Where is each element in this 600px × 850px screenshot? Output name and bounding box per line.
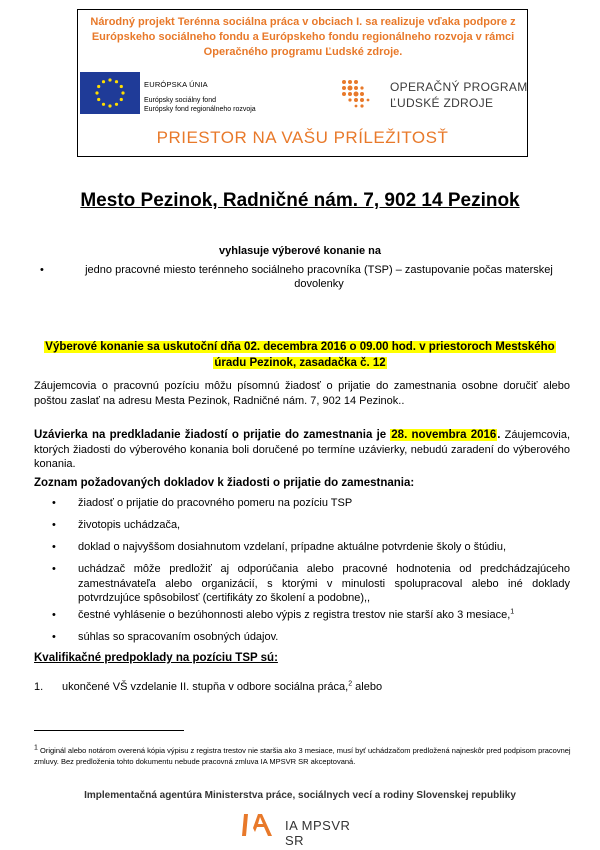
- ia-logo: [238, 810, 368, 848]
- list-item: • čestné vyhlásenie o bezúhonnosti alebo výpis z registra trestov nie starší ako 3 mesiace,$^1$: [52, 608, 515, 621]
- deadline-date: 28. novembra 2016: [391, 429, 497, 441]
- highlight-block: [0, 339, 600, 371]
- op-line-2: ĽUDSKÉ ZDROJE: [390, 96, 494, 110]
- bullet-icon: •: [40, 264, 44, 276]
- bullet-icon: •: [52, 541, 56, 553]
- footnote-text: Originál alebo notárom overená kópia výpisu z registra trestov nie staršia ako 3 mesiace, musí byť uchádzačom predložená najneskôr pred podpisom pracovnej zmluvy. Bez predloženia tohto dokumentu nebude pracovná zmluva IA MPSVR SR akceptovaná.: [34, 746, 571, 766]
- project-text: Národný projekt Terénna sociálna práca v obciach I. sa realizuje vďaka podpore z Európskeho sociálneho fondu a Európskeho fondu regionálneho rozvoja v rámci Operačného programu Ľudské zdroje.: [90, 16, 516, 58]
- list-item: • životopis uchádzača,: [52, 519, 181, 531]
- qual-text: ukončené VŠ vzdelanie II. stupňa v odbore sociálna práca,: [62, 681, 349, 693]
- op-line-1: OPERAČNÝ PROGRAM: [390, 80, 528, 94]
- eu-flag-icon: [80, 72, 140, 114]
- footnote-ref: 2: [348, 680, 353, 688]
- announce-text: vyhlasuje výberové konanie na: [218, 245, 382, 257]
- qual-number: 1.: [34, 681, 44, 693]
- footnote-ref: 1: [510, 608, 515, 616]
- list-item: • doklad o najvyššom dosiahnutom vzdelaní, prípadne aktuálne potvrdenie školy o štúdiu,: [52, 541, 507, 553]
- footnote-number: 1: [34, 744, 38, 752]
- deadline-paragraph: Uzávierka na predkladanie žiadostí o prijatie do zamestnania je 28. novembra 2016. Záujemcovia, ktorých žiadosti do výberového konania boli doručené po termíne uzávierky, nebudú zaradení do výberového konania.: [34, 429, 571, 470]
- bullet-icon: •: [52, 497, 56, 509]
- eu-fund-regional: Európsky fond regionálneho rozvoja: [144, 106, 256, 113]
- bullet-icon: •: [52, 563, 56, 575]
- footnote: [34, 745, 574, 767]
- bullet-icon: •: [52, 609, 56, 621]
- ia-mpsvr-logo-icon: [238, 810, 280, 840]
- op-ludske-zdroje-icon: [340, 78, 370, 108]
- deadline-rest: Záujemcovia, ktorých žiadosti do výberového konania boli doručené po termíne uzávierky, nebudú zaradení do výberového konania.: [34, 429, 571, 470]
- application-paragraph: Záujemcovia o pracovnú pozíciu môžu písomnú žiadosť o prijatie do zamestnania osobne doručiť alebo poštou zaslať na adresu Mesta Pezinok, Radničné nám. 7, 902 14 Pezinok..: [34, 380, 570, 407]
- list-item: • žiadosť o prijatie do pracovného pomeru na pozíciu TSP: [52, 497, 353, 509]
- bullet-icon: •: [52, 631, 56, 643]
- page-title: Mesto Pezinok, Radničné nám. 7, 902 14 Pezinok: [80, 190, 520, 211]
- footnote-divider: [34, 730, 184, 731]
- highlight-line-2: úradu Pezinok, zasadačka č. 12: [214, 357, 386, 369]
- slogan: PRIESTOR NA VAŠU PRÍLEŽITOSŤ: [156, 128, 449, 147]
- position-bullet: [40, 263, 570, 291]
- eu-logo: [80, 72, 265, 116]
- qual-item: [34, 681, 382, 693]
- eu-funds: [144, 96, 274, 114]
- deadline-label: Uzávierka na predkladanie žiadostí o prijatie do zamestnania je: [34, 429, 387, 441]
- qual-tail: alebo: [352, 681, 383, 693]
- op-logo: [340, 72, 530, 116]
- list-item: • uchádzač môže predložiť aj odporúčania alebo pracovné hodnotenia od predchádzajúceho zamestnávateľa alebo organizácií, s ktorými v minulosti spolupracoval alebo iné doklady potvrdzujúce spôsobilosť (certifikáty zo školení a podobne),,: [52, 563, 570, 604]
- qual-title: Kvalifikačné predpoklady na pozíciu TSP sú:: [34, 652, 278, 664]
- eu-fund-social: Európsky sociálny fond: [144, 97, 216, 104]
- doc-list-title: Zoznam požadovaných dokladov k žiadosti o prijatie do zamestnania:: [34, 477, 415, 489]
- position-text: jedno pracovné miesto terénneho sociálneho pracovníka (TSP) – zastupovanie počas materskej dovolenky: [85, 264, 553, 290]
- ia-logo-text: IA MPSVR SR: [285, 818, 351, 848]
- list-item: • súhlas so spracovaním osobných údajov.: [52, 631, 279, 643]
- agency-name: Implementačná agentúra Ministerstva práce, sociálnych vecí a rodiny Slovenskej republiky: [84, 790, 516, 801]
- bullet-icon: •: [52, 519, 56, 531]
- highlight-line-1: Výberové konanie sa uskutoční dňa 02. decembra 2016 o 09.00 hod. v priestoroch Mestského: [45, 341, 555, 353]
- op-text: [390, 79, 528, 111]
- eu-title: EURÓPSKA ÚNIA: [144, 80, 208, 89]
